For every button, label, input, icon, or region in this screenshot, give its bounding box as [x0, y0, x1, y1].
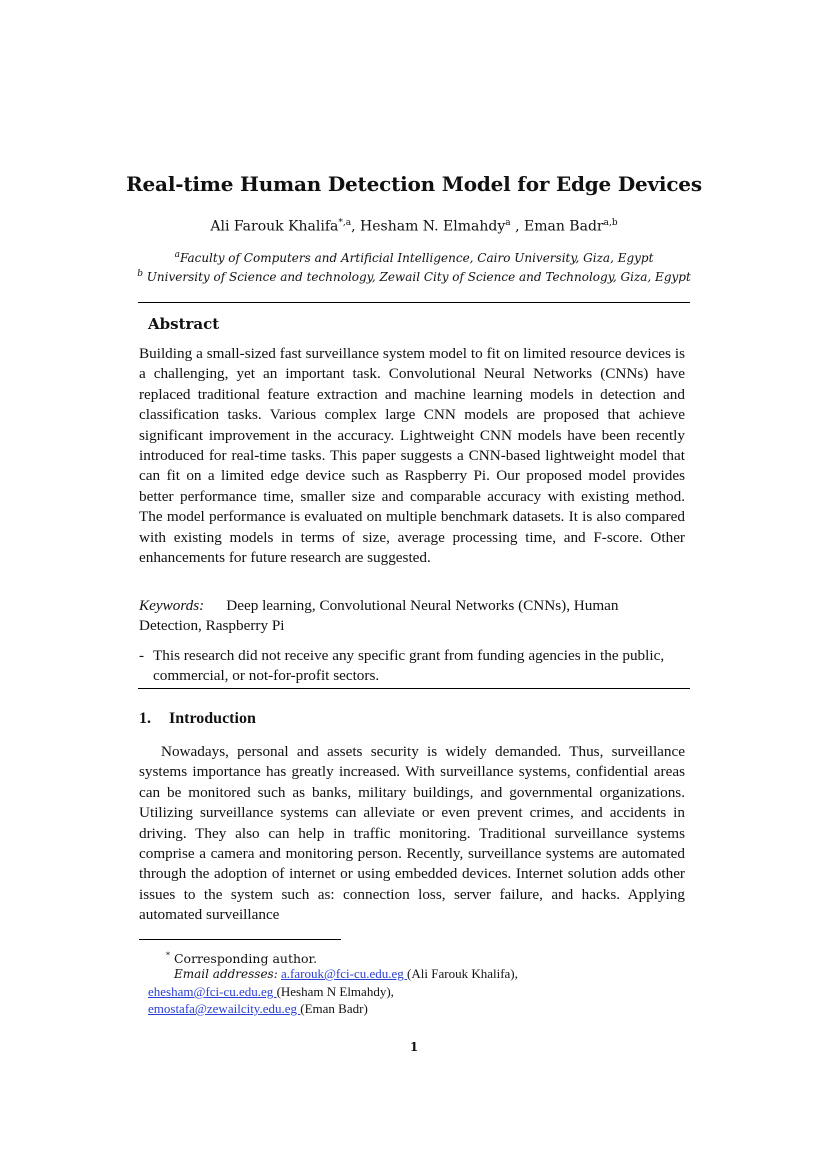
affiliation-text: University of Science and technology, Zewail City of Science and Technology, Giza, Egypt: [146, 270, 691, 284]
footnote-emails: [148, 983, 394, 1001]
page-number: 1: [409, 1040, 419, 1054]
affiliation-mark: b: [137, 269, 143, 279]
funding-note: [139, 646, 685, 687]
affiliation-text: Faculty of Computers and Artificial Intelligence, Cairo University, Giza, Egypt: [179, 251, 654, 265]
author-name: Eman Badr: [524, 218, 604, 235]
footnote-emails: [174, 965, 694, 983]
corresponding-text: Corresponding author.: [173, 951, 318, 967]
keywords: [139, 596, 685, 637]
author-name: Hesham N. Elmahdy: [360, 218, 506, 235]
keywords-label: Keywords:: [139, 597, 205, 614]
email-link[interactable]: a.farouk@fci-cu.edu.eg: [281, 966, 408, 981]
section-title: Introduction: [169, 710, 256, 727]
author-name: Ali Farouk Khalifa: [210, 218, 339, 235]
affiliation: [0, 269, 828, 284]
author-marks: a,b: [603, 218, 618, 228]
email-link[interactable]: ehesham@fci-cu.edu.eg: [148, 984, 277, 999]
footnote-emails: [148, 1000, 368, 1018]
abstract-heading: Abstract: [148, 315, 220, 333]
funding-text: This research did not receive any specific grant from funding agencies in the public, commercial, or not-for-profit sectors.: [153, 647, 665, 685]
divider: [138, 688, 690, 689]
author-list: Ali Farouk Khalifa$^{*,a}$, Hesham N. Elmahdy$^a$ , Eman Badr$^{a,b}$: [210, 218, 618, 235]
section-heading: [139, 710, 256, 728]
affiliation: [0, 250, 828, 265]
keywords-text: Deep learning, Convolutional Neural Networks (CNNs), Human Detection, Raspberry Pi: [139, 597, 619, 635]
section-number: 1.: [139, 710, 151, 727]
email-owner: (Hesham N Elmahdy),: [276, 984, 394, 999]
footnote-divider: [139, 939, 341, 940]
email-owner: (Eman Badr): [300, 1001, 368, 1016]
divider: [138, 302, 690, 303]
paper-title: Real-time Human Detection Model for Edge Devices: [126, 172, 702, 196]
footnote-mark: *: [166, 951, 170, 960]
affiliation-mark: a: [174, 250, 180, 260]
abstract-text: Building a small-sized fast surveillance system model to fit on limited resource devices is a challenging, yet an important task. Convolutional Neural Networks (CNNs) have replaced traditional feature extraction and machine learning models in detection and classification tasks. Various complex large CNN models are proposed that achieve significant improvement in the accuracy. Lightweight CNN models have been recently introduced for real-time tasks. This paper suggests a CNN-based lightweight model that can fit on a limited edge device such as Raspberry Pi. Our proposed model provides better performance time, smaller size and comparable accuracy with existing method. The model performance is evaluated on multiple benchmark datasets. It is also compared with existing models in terms of size, average processing time, and F-score. Other enhancements for future research are suggested.: [139, 345, 685, 567]
email-link[interactable]: emostafa@zewailcity.edu.eg: [148, 1001, 301, 1016]
author-marks: *,a: [338, 218, 352, 228]
email-label: Email addresses:: [174, 967, 278, 981]
email-owner: (Ali Farouk Khalifa),: [407, 966, 518, 981]
author-marks: a: [505, 218, 511, 228]
bullet-dash: -: [139, 647, 145, 664]
introduction-text: Nowadays, personal and assets security is widely demanded. Thus, surveillance systems importance has greatly increased. With surveillance systems, confidential areas can be monitored such as banks, military buildings, and governmental organizations. Utilizing surveillance systems can alleviate or even prevent crimes, and accidents in driving. They also can help in traffic monitoring. Traditional surveillance systems comprise a camera and monitoring person. Recently, surveillance systems are automated through the adoption of internet or using embedded devices. Internet solution adds other issues to the system such as: connection loss, server failure, and hacks. Applying automated surveillance: [139, 743, 685, 924]
